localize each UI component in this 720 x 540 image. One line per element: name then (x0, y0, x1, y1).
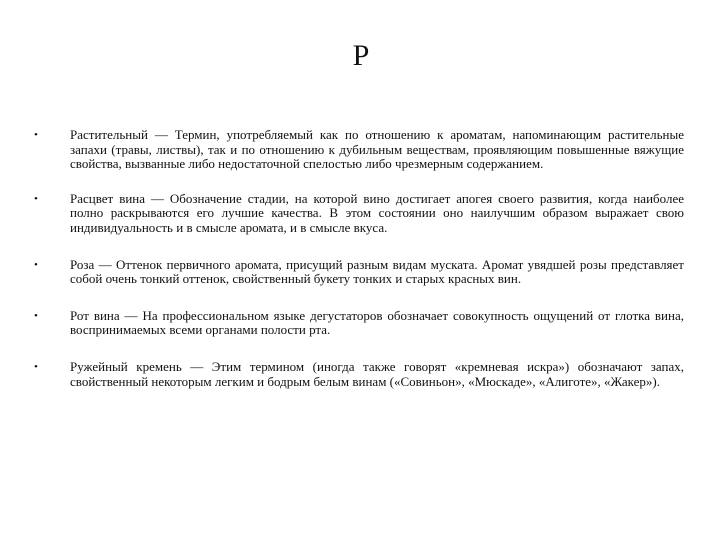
glossary-entry-text: Растительный — Термин, употребляемый как по отношению к ароматам, напоминающим растительные запахи (травы, листвы), так и по отношению к дубильным веществам, проявляющим повышенные вяжущие свойства, вызванные либо недостаточной спелостью либо чрезмерным содержанием. (70, 127, 684, 172)
glossary-list (34, 128, 684, 389)
bullet-icon: • (34, 309, 38, 322)
glossary-entry-text: Роза — Оттенок первичного аромата, присущий разным видам муската. Аромат увядшей розы представляет собой очень тонкий оттенок, свойственный букету тонких и старых красных вин. (70, 256, 684, 287)
bullet-icon: • (34, 258, 38, 271)
glossary-entry-text: Расцвет вина — Обозначение стадии, на которой вино достигает апогея своего развития, когда наиболее полно раскрываются его лучшие качества. В этом состоянии оно наилучшим образом выражает свою индивидуальность и в смысле аромата, и в смысле вкуса. (70, 190, 684, 235)
slide-title: Р (352, 39, 370, 72)
glossary-entry (34, 360, 684, 389)
glossary-entry (34, 258, 684, 287)
bullet-icon: • (34, 192, 38, 205)
bullet-icon: • (34, 360, 38, 373)
glossary-entry (34, 192, 684, 236)
glossary-entry (34, 128, 684, 172)
glossary-entry-text: Ружейный кремень — Этим термином (иногда также говорят «кремневая искра») обозначают запах, свойственный некоторым легким и бодрым белым винам («Совиньон», «Мюскаде», «Алиготе», «Жакер»). (70, 358, 684, 389)
glossary-entry (34, 309, 684, 338)
bullet-icon: • (34, 129, 38, 141)
glossary-entry-text: Рот вина — На профессиональном языке дегустаторов обозначает совокупность ощущений от глотка вина, воспринимаемых всеми органами полости рта. (70, 307, 684, 338)
